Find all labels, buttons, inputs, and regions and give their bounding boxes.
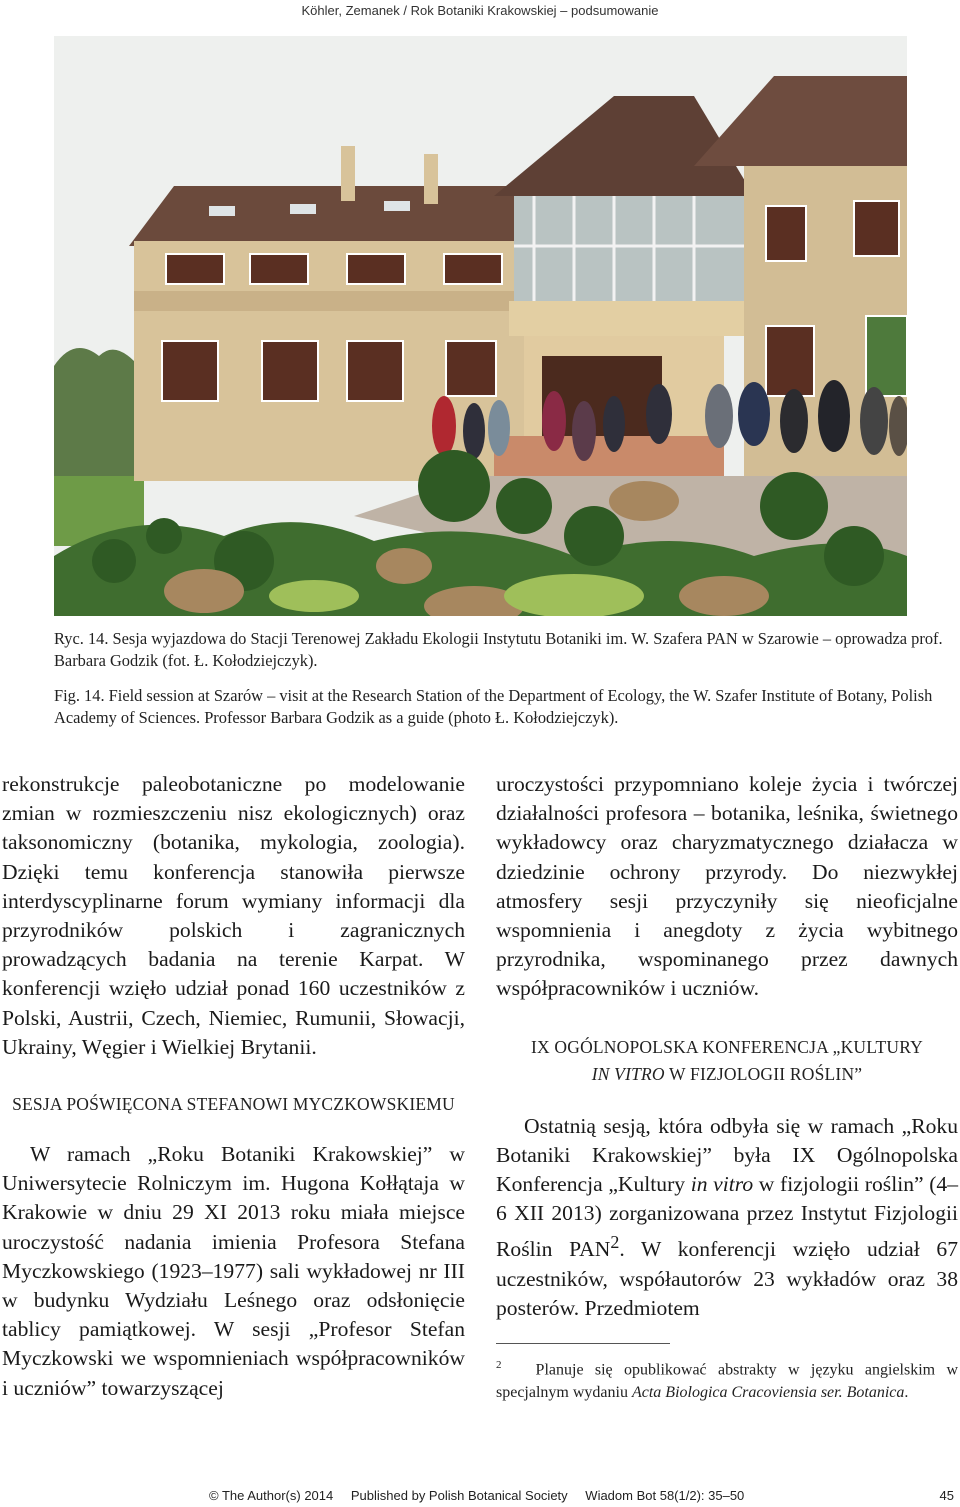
- left-paragraph-2: W ramach „Roku Botaniki Krakowskiej” w Uniwersytecie Rolniczym im. Hugona Kołłątaja w Krakowie w dniu 29 XI 2013 roku miała miejsce uroczystość nadania imienia Profesora Stefana Myczkowskiego (1923–1977) sali wykładowej nr III w budynku Wydziału Leśnego oraz odsłonięcie tablicy pamiątkowej. W sesji „Profesor Stefan Myczkowski we wspomnieniach współpracowników i uczniów” towarzyszącej: [2, 1142, 465, 1400]
- para2-italic: in vitro: [690, 1172, 754, 1197]
- right-column: [496, 770, 958, 1404]
- section-heading-myczkowski: SESJA POŚWIĘCONA STEFANOWI MYCZKOWSKIEMU: [12, 1094, 455, 1115]
- footnote-ref: 2: [610, 1232, 620, 1253]
- building-photo-illustration: [54, 36, 907, 616]
- figure-photo: [54, 36, 907, 616]
- footnote-text-b: .: [904, 1383, 909, 1401]
- para2-text-a: Ostatnią sesją, która odbyła się w ramach „Roku Botaniki Krakowskiej” była IX Ogólnopolska Konferencja „Kultury: [496, 1113, 958, 1197]
- footnote-italic: Acta Biologica Cracoviensia ser. Botanica: [631, 1383, 905, 1401]
- section-heading-in-vitro-conference: [496, 1034, 958, 1088]
- page-footer: [0, 1488, 960, 1506]
- footnote: [496, 1354, 958, 1403]
- figure-caption-english: Fig. 14. Field session at Szarów – visit at the Research Station of the Department of Ecology, the W. Szafer Institute of Botany, Polish Academy of Sciences. Professor Barbara Godzik as a guide (photo Ł. Kołodziejczyk).: [54, 686, 933, 727]
- figure-caption-polish: Ryc. 14. Sesja wyjazdowa do Stacji Terenowej Zakładu Ekologii Instytutu Botaniki im. W. Szafera PAN w Szarowie – oprowadza prof. Barbara Godzik (fot. Ł. Kołodziejczyk).: [54, 629, 943, 670]
- copyright: © The Author(s) 2014: [209, 1488, 334, 1503]
- heading-italic: IN VITRO: [591, 1063, 665, 1084]
- publisher: Published by Polish Botanical Society: [350, 1488, 568, 1503]
- para2-text-b: w fizjologii roślin” (4–6 XII 2013) zorganizowana przez Instytut Fizjologii Roślin PAN: [496, 1172, 958, 1262]
- footer-meta: [209, 1488, 758, 1503]
- left-column: [2, 770, 465, 1403]
- heading-part-2: W FIZJOLOGII ROŚLIN”: [669, 1063, 863, 1084]
- running-head: Köhler, Zemanek / Rok Botaniki Krakowskiej – podsumowanie: [301, 3, 659, 18]
- right-paragraph-1: uroczystości przypomniano koleje życia i twórczej działalności profesora – botanika, leśnika, świetnego wykładowcy oraz charyzmatycznego działacza w dziedzinie ochrony przyrody. Do niezwykłej atmosfery sesji przyczyniły się nieoficjalne wspomnienia i anegdoty z życia wybitnego przyrodnika, wspominanego przez dawnych współpracowników i uczniów.: [496, 772, 958, 1001]
- page-number: 45: [939, 1488, 954, 1503]
- journal-citation: Wiadom Bot 58(1/2): 35–50: [585, 1488, 745, 1503]
- left-paragraph-1: rekonstrukcje paleobotaniczne po modelowanie zmian w rozmieszczeniu nisz ekologicznych) oraz taksonomiczny (botanika, mykologia, zoologia). Dzięki temu konferencja stanowiła pierwsze interdyscyplinarne forum wymiany informacji dla przyrodników polskich i zagranicznych prowadzących badania na terenie Karpat. W konferencji wzięło udział ponad 160 uczestników z Polski, Austrii, Czech, Niemiec, Rumunii, Słowacji, Ukrainy, Węgier i Wielkiej Brytanii.: [2, 772, 465, 1059]
- right-paragraph-2: [496, 1112, 958, 1324]
- footnote-divider: [496, 1343, 670, 1344]
- footnote-number: 2: [496, 1359, 502, 1372]
- heading-part-1: IX OGÓLNOPOLSKA KONFERENCJA „KULTURY: [530, 1036, 924, 1057]
- para2-text-c: . W konferencji wzięło udział 67 uczestników, współautorów 23 wykładów oraz 38 posterów. Przedmiotem: [496, 1237, 958, 1321]
- footnote-text-a: Planuje się opublikować abstrakty w języku angielskim w specjalnym wydaniu: [496, 1361, 959, 1401]
